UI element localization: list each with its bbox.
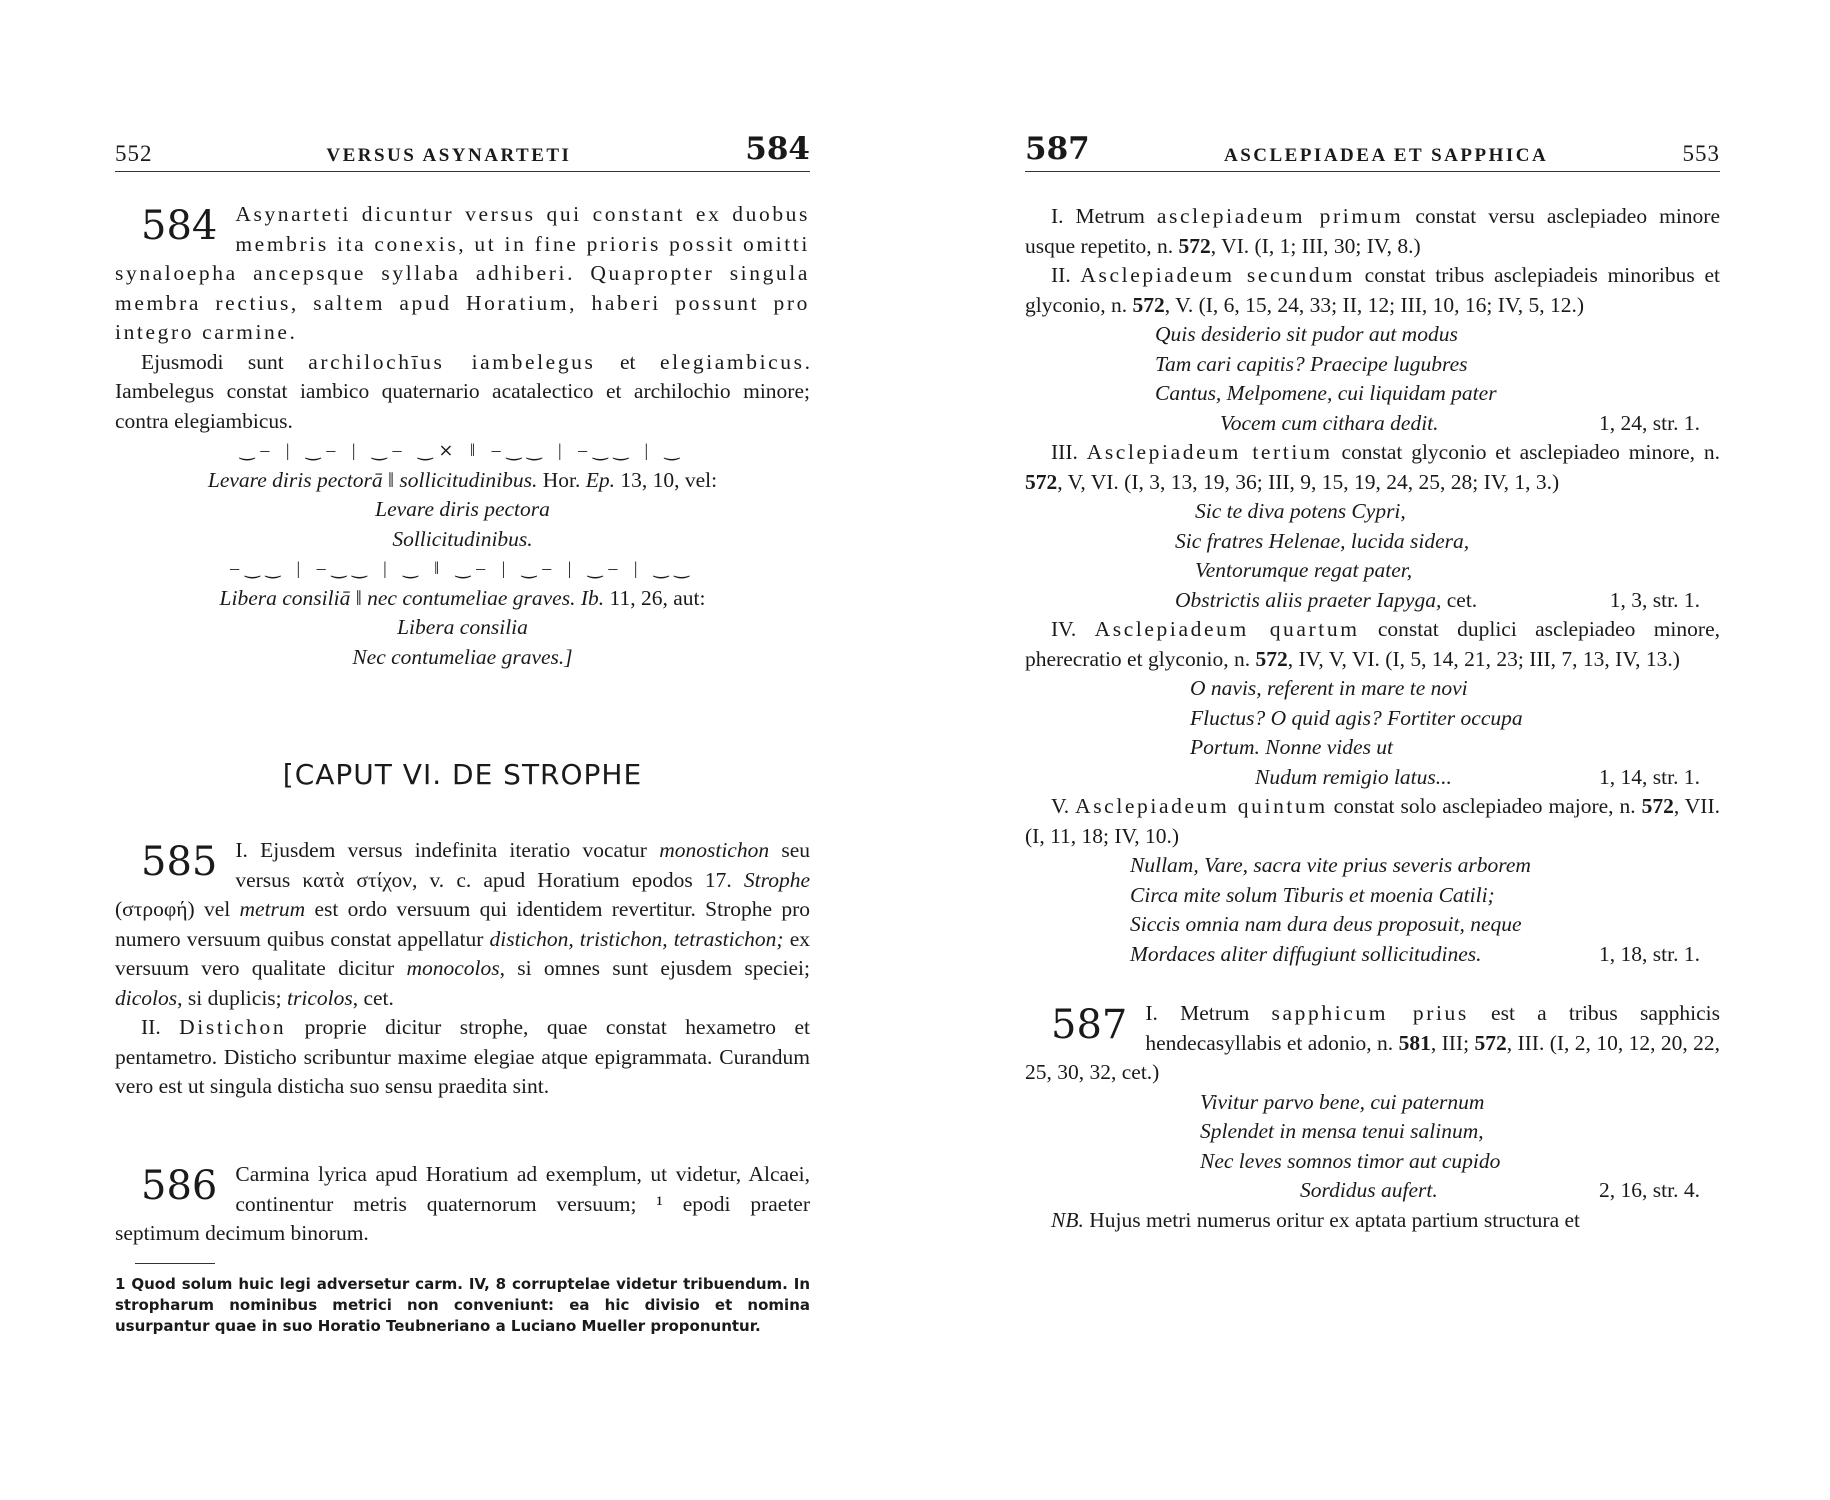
text-run: 572	[1178, 233, 1211, 258]
text-run: metrum	[239, 897, 306, 921]
text-run: monocolos	[406, 956, 500, 980]
left-running-title: VERSUS ASYNARTETI	[326, 145, 572, 166]
text-run: seu versus κατὰ στίχον, v. c. apud Horatium epodos 17.	[235, 838, 810, 892]
chapter-heading: [CAPUT VI. DE STROPHE	[282, 758, 643, 791]
text-run: , VI. (I, 1; III, 30; IV, 8.)	[1210, 233, 1421, 258]
text-run: , VII. (I, 11, 18; IV, 10.)	[1025, 794, 1720, 848]
right-page-number: 553	[1682, 141, 1720, 166]
para-asclepiadeum-4	[1025, 615, 1720, 674]
verse-line: Splendet in mensa tenui salinum,	[1200, 1119, 1484, 1143]
right-page	[915, 0, 1830, 1500]
text-run: constat solo asclepiadeo majore, n.	[1327, 794, 1642, 818]
section-584	[115, 200, 810, 672]
verse-text: Mordaces aliter diffugiunt sollicitudines.	[1130, 941, 1482, 966]
example-2-line-1: Libera consilia	[397, 615, 528, 639]
verse-line-last	[1200, 1176, 1720, 1206]
verse-line: Siccis omnia nam dura deus proposuit, neque	[1130, 912, 1522, 936]
meter-scheme-1: ‿– | ‿– | ‿– ‿⨯ ‖ –‿‿ | –‿‿ | ‿	[239, 440, 686, 460]
footnote-rule	[135, 1263, 215, 1264]
verse-line: Sic te diva potens Cypri,	[1195, 499, 1406, 523]
para-584-1	[115, 200, 810, 348]
text-run: 572	[1474, 1030, 1507, 1055]
verse-text: Nudum remigio latus...	[1255, 764, 1452, 789]
text-run: ex versuum vero qualitate dicitur	[115, 926, 810, 980]
text-run: , III;	[1430, 1030, 1475, 1055]
verse-line: Portum. Nonne vides ut	[1190, 735, 1394, 759]
para-asclepiadeum-5	[1025, 792, 1720, 851]
para-586-text: Carmina lyrica apud Horatium ad exemplum, ut videtur, Alcaei, continentur metris quaternorum versuum; ¹ epodi praeter septimum decimum binorum.	[115, 1162, 810, 1245]
verse-reference: 1, 3, str. 1.	[1609, 587, 1700, 612]
text-run: 572	[1132, 292, 1165, 317]
verse-line: Circa mite solum Tiburis et moenia Catili;	[1130, 882, 1495, 907]
text-run: I. Metrum	[1145, 1001, 1272, 1025]
text-run: II.	[1051, 263, 1081, 287]
text-run: Hujus metri numerus oritur ex aptata partium structura et	[1083, 1207, 1581, 1232]
verse-example-4	[1025, 674, 1720, 792]
section-number-584: 584	[141, 203, 218, 249]
example-1-line-2: Sollicitudinibus.	[392, 526, 533, 551]
text-run: Asclepiadeum quartum	[1094, 617, 1360, 641]
verse-line: Nullam, Vare, sacra vite prius severis arborem	[1130, 853, 1531, 877]
text-run: distichon, tristichon, tetrastichon;	[489, 926, 784, 951]
text-run: constat tribus asclepiadeis minoribus et glyconio, n.	[1025, 263, 1721, 317]
verse-line: Nec leves somnos timor aut cupido	[1200, 1148, 1501, 1173]
right-running-title: ASCLEPIADEA ET SAPPHICA	[1223, 145, 1549, 166]
text-run: , si omnes sunt ejusdem speciei;	[499, 956, 810, 980]
text-run: Asclepiadeum quintum	[1075, 794, 1328, 818]
text-run: Asclepiadeum tertium	[1086, 440, 1333, 464]
section-586	[115, 1160, 810, 1337]
verse-reference: 1, 14, str. 1.	[1599, 764, 1700, 789]
verse-line-last	[1130, 940, 1720, 970]
text-run: 581	[1398, 1030, 1431, 1055]
term-distichon: Distichon	[179, 1015, 287, 1039]
text-run: 572	[1641, 794, 1674, 818]
meter-scheme-2: –‿‿ | –‿‿ | ‿ ‖ ‿– | ‿– | ‿– | ‿‿	[230, 558, 695, 578]
para-586	[115, 1160, 810, 1249]
term-elegiambicus: elegiambicus	[659, 349, 805, 374]
para-asclepiadeum-3	[1025, 438, 1720, 497]
example-2-line-2: Nec contumeliae graves.]	[352, 644, 573, 669]
text-run: sapphicum prius	[1271, 1001, 1469, 1025]
text-run: I. Metrum	[1051, 204, 1157, 228]
para-nb	[1025, 1206, 1720, 1236]
text-run: asclepiadeum primum	[1156, 204, 1404, 228]
example-1-line-1: Levare diris pectora	[375, 497, 550, 521]
text-run: Ib.	[575, 585, 605, 610]
verse-text: Sordidus aufert.	[1300, 1178, 1438, 1202]
para-585-1	[115, 836, 810, 1013]
example-1-verse: Levare diris pectorā ‖ sollicitudinibus.	[207, 467, 538, 492]
text-run: Strophe	[743, 867, 810, 892]
verse-reference: 1, 18, str. 1.	[1599, 941, 1700, 966]
para-584-text: Asynarteti dicuntur versus qui constant ex duobus membris ita conexis, ut in fine prioris possit omitti synaloepha ancepsque syllaba adhiberi. Quapropter singula membra rectius, saltem apud Horatium, haberi possunt pro integro carmine.	[115, 202, 810, 344]
right-body	[1025, 202, 1720, 1235]
text-run: Asclepiadeum secundum	[1080, 263, 1355, 287]
text-run: dicolos	[115, 985, 178, 1010]
verse-text: Vocem cum cithara dedit.	[1220, 410, 1439, 435]
verse-line-last	[1190, 763, 1720, 793]
text-run: V.	[1051, 794, 1076, 818]
left-section-number: 584	[745, 131, 810, 167]
verse-line-last	[1175, 586, 1720, 616]
text-run: 13, 10, vel:	[615, 467, 718, 492]
section-number-585: 585	[141, 839, 218, 885]
verse-example-3	[1025, 497, 1720, 615]
text-run: est ordo versuum qui identidem revertitur. Strophe pro numero versuum quibus constat appellatur	[115, 897, 810, 951]
verse-line: Ventorumque regat pater,	[1195, 558, 1413, 582]
text-run: est a tribus sapphicis hendecasyllabis et adonio, n.	[1145, 1001, 1720, 1055]
left-running-head	[115, 128, 810, 172]
text-run: 572	[1025, 469, 1058, 494]
nb-label: NB.	[1051, 1207, 1084, 1232]
text-run: , V. (I, 6, 15, 24, 33; II, 12; III, 10, 16; IV, 5, 12.)	[1164, 292, 1584, 317]
text-run: monostichon	[659, 838, 770, 862]
text-run: , V, VI. (I, 3, 13, 19, 36; III, 9, 15, 19, 24, 25, 28; IV, 1, 3.)	[1057, 469, 1560, 494]
text-run: et	[595, 349, 660, 374]
verse-line: Vivitur parvo bene, cui paternum	[1200, 1089, 1485, 1114]
verse-reference: 1, 24, str. 1.	[1599, 410, 1700, 435]
verse-line: Tam cari capitis? Praecipe lugubres	[1155, 351, 1468, 376]
text-run: , III. (I, 2, 10, 12, 20, 22, 25, 30, 32, cet.)	[1025, 1030, 1720, 1084]
text-run: cet.	[1441, 587, 1478, 612]
text-run: constat glyconio et asclepiadeo minore, n.	[1332, 440, 1720, 464]
example-2-verse: Libera consiliā ‖ nec contumeliae graves.	[219, 585, 576, 610]
text-run: Hor.	[537, 467, 586, 492]
verse-line: O navis, referent in mare te novi	[1190, 676, 1468, 700]
verse-example-sapphic	[1025, 1088, 1720, 1206]
text-run: proprie dicitur strophe, quae constat hexametro et pentametro. Distichο scribuntur maxime elegiae atque epigrammata. Curandum vero est ut singula disticha suo sensu praedita sint.	[115, 1015, 810, 1098]
text-run: I. Ejusdem versus indefinita iteratio vocatur	[235, 838, 660, 862]
text-run: Ep.	[585, 467, 616, 492]
chapter-heading-block	[115, 760, 810, 790]
text-run: tricolos	[287, 985, 353, 1010]
term-archilochius: archilochīus iambelegus	[308, 349, 596, 374]
para-sapphicum	[1025, 999, 1720, 1088]
text-run: , si duplicis;	[177, 985, 288, 1010]
para-asclepiadeum-1	[1025, 202, 1720, 261]
text-run: Ejusmodi sunt	[141, 349, 309, 374]
text-run: constat duplici asclepiadeo minore, pherecratio et glyconio, n.	[1025, 617, 1720, 671]
verse-text: Obstrictis aliis praeter Iapyga,	[1175, 587, 1442, 612]
example-2	[115, 584, 810, 614]
verse-line: Cantus, Melpomene, cui liquidam pater	[1155, 381, 1497, 405]
right-section-number: 587	[1025, 131, 1090, 167]
para-585-2	[115, 1013, 810, 1102]
example-1	[115, 466, 810, 496]
verse-example-2	[1025, 320, 1720, 438]
text-run: , IV, V, VI. (I, 5, 14, 21, 23; III, 7, 13, IV, 13.)	[1287, 646, 1680, 671]
right-running-head	[1025, 128, 1720, 172]
verse-line: Fluctus? O quid agis? Fortiter occupa	[1190, 705, 1523, 730]
verse-example-5	[1025, 851, 1720, 969]
text-run: IV.	[1051, 617, 1095, 641]
text-run: constat versu asclepiadeo minore usque repetito, n.	[1025, 204, 1720, 258]
para-asclepiadeum-2	[1025, 261, 1720, 320]
verse-line: Sic fratres Helenae, lucida sidera,	[1175, 528, 1470, 553]
section-585	[115, 836, 810, 1102]
text-run: , cet.	[352, 985, 394, 1010]
left-page-number: 552	[115, 141, 153, 166]
verse-line: Quis desiderio sit pudor aut modus	[1155, 322, 1458, 346]
text-run: (στροφή) vel	[115, 897, 240, 921]
section-number-586: 586	[141, 1163, 218, 1209]
section-number-587: 587	[1051, 1002, 1128, 1048]
text-run: III.	[1051, 440, 1087, 464]
text-run: 572	[1255, 646, 1288, 671]
text-run: 11, 26, aut:	[604, 585, 706, 610]
text-run: II.	[141, 1015, 180, 1039]
verse-reference: 2, 16, str. 4.	[1599, 1178, 1700, 1202]
footnote: 1 Quod solum huic legi adversetur carm. IV, 8 corruptelae videtur tribuendum. In stropharum nominibus metrici non conveniunt: ea hic divisio et nomina usurpantur quae in suo Horatio Teubneriano a Luciano Mueller proponuntur.	[115, 1274, 810, 1335]
para-584-2	[115, 348, 810, 437]
verse-line-last	[1155, 409, 1720, 439]
text-run: . Iambelegus constat iambico quaternario acatalectico et archilochio minore; contra elegiambicus.	[115, 349, 810, 433]
spacer	[1025, 969, 1720, 999]
